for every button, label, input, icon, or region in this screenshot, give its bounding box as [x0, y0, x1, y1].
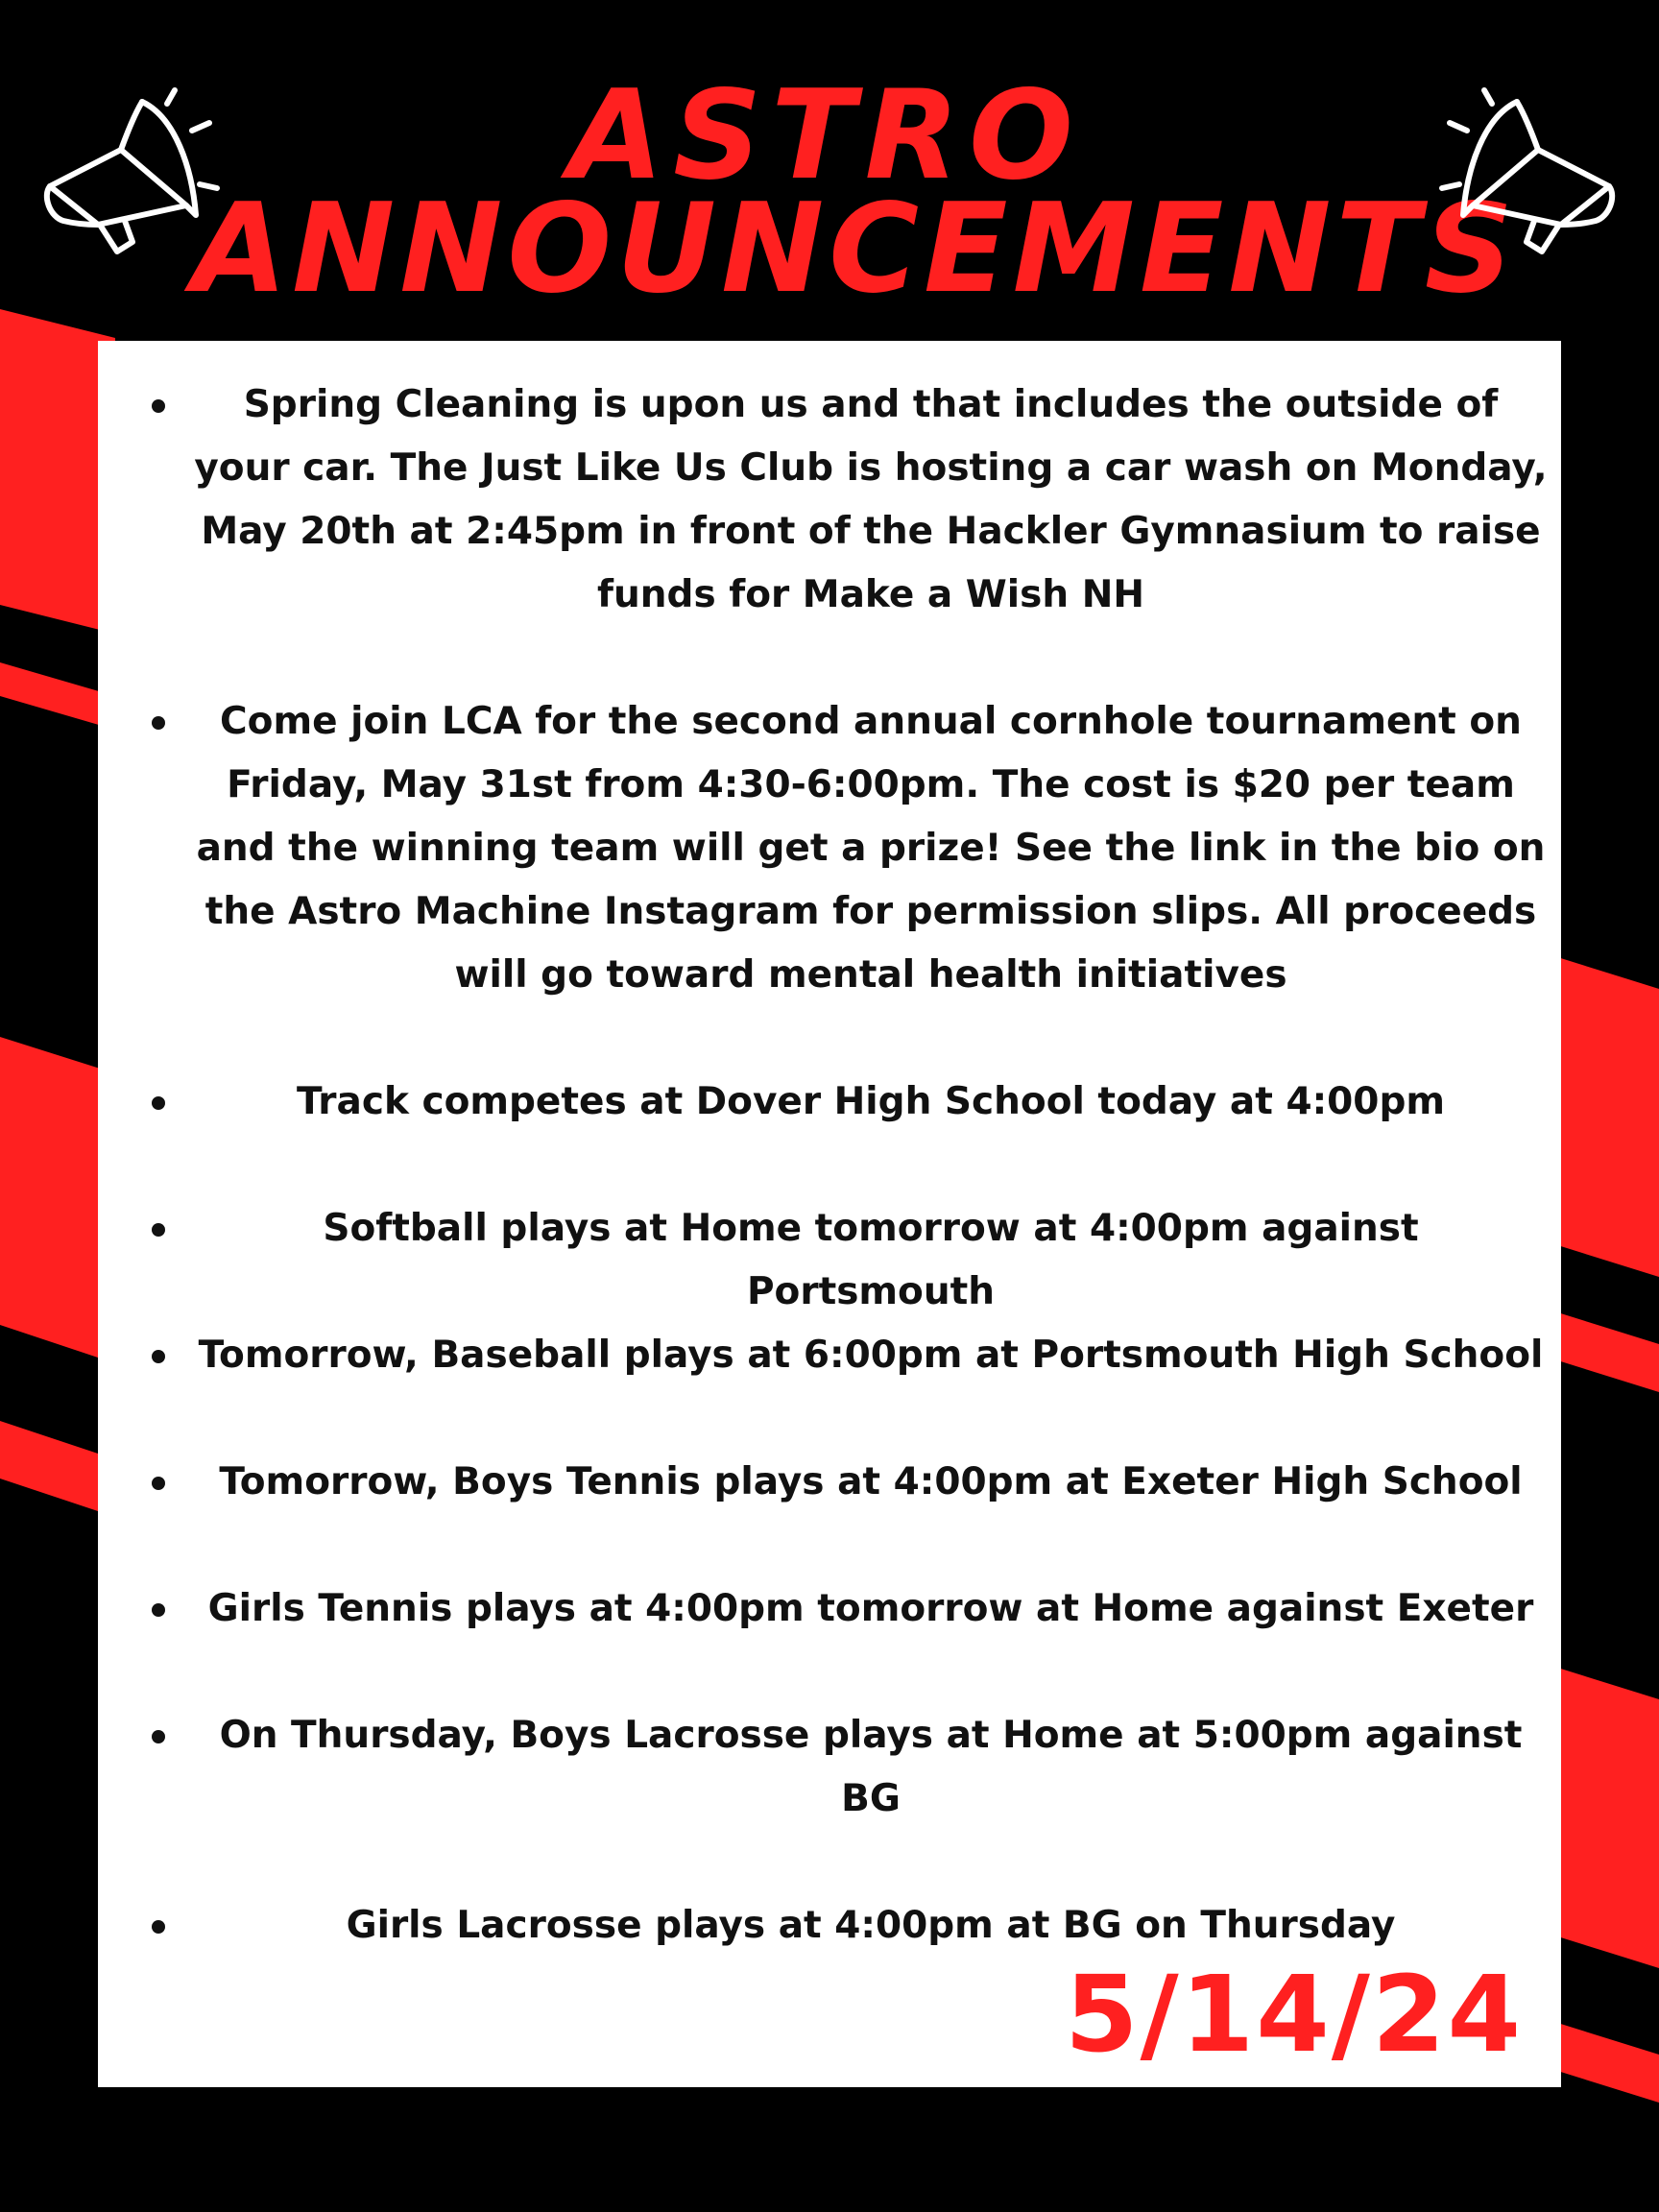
bullet-icon — [152, 1477, 165, 1490]
announcement-text: Track competes at Dover High School today at 4:00pm — [296, 1080, 1446, 1123]
title-line-2: ANNOUNCEMENTS — [192, 178, 1518, 321]
announcement-text: Girls Lacrosse plays at 4:00pm at BG on Thursday — [346, 1904, 1396, 1947]
announcements-panel — [98, 341, 1561, 2087]
announcement-text: Tomorrow, Boys Tennis plays at 4:00pm at Exeter High School — [219, 1460, 1523, 1503]
announcement-text: On Thursday, Boys Lacrosse plays at Home at 5:00pm against BG — [219, 1714, 1523, 1820]
announcement-text: Tomorrow, Baseball plays at 6:00pm at Portsmouth High School — [198, 1334, 1544, 1377]
bullet-icon — [152, 1920, 165, 1934]
announcement-text: Spring Cleaning is upon us and that includes the outside of your car. The Just Like Us Club is hosting a car wash on Monday, May 20th at 2:45pm in front of the Hackler Gymnasium to raise funds for Make a Wish NH — [194, 383, 1548, 616]
announcement-date: 5/14/24 — [1064, 1953, 1523, 2076]
announcement-text: Softball plays at Home tomorrow at 4:00pm against Portsmouth — [323, 1207, 1419, 1313]
megaphone-icon — [42, 81, 234, 273]
bullet-icon — [152, 716, 165, 730]
bullet-icon — [152, 1350, 165, 1363]
bullet-icon — [152, 399, 165, 413]
megaphone-icon — [1425, 81, 1617, 273]
bullet-icon — [152, 1223, 165, 1237]
announcement-text: Come join LCA for the second annual cornhole tournament on Friday, May 31st from 4:30-6:00pm. The cost is $20 per team and the winning team will get a prize! See the link in the bio on the Astro Machine Instagram for permission slips. All proceeds will go toward mental health initiatives — [196, 700, 1546, 997]
bullet-icon — [152, 1603, 165, 1617]
announcement-text: Girls Tennis plays at 4:00pm tomorrow at Home against Exeter — [207, 1587, 1534, 1630]
bullet-icon — [152, 1730, 165, 1743]
bullet-icon — [152, 1096, 165, 1110]
title-line-1: ASTRO — [568, 64, 1083, 207]
